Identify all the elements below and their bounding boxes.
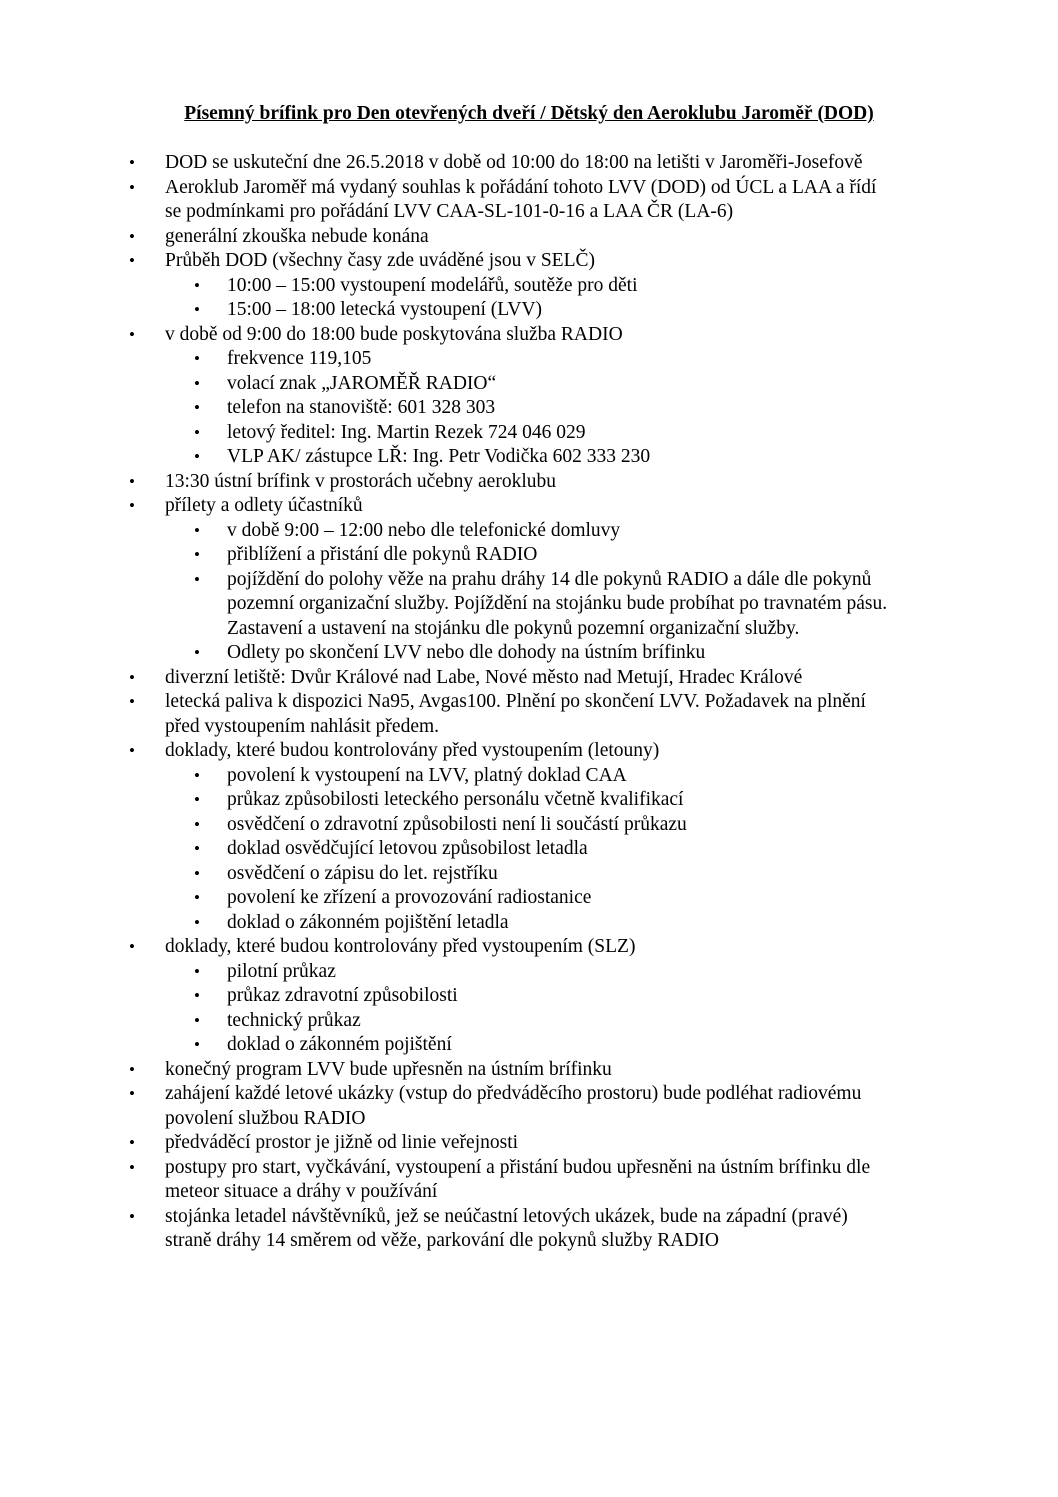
item-text: pilotní průkaz xyxy=(227,960,336,982)
list-item xyxy=(0,225,1058,250)
item-text: konečný program LVV bude upřesněn na ústním brífinku xyxy=(165,1058,612,1080)
bullet-icon: • xyxy=(194,912,200,932)
item-text: povolení ke zřízení a provozování radiostanice xyxy=(227,887,592,908)
list-item xyxy=(0,739,1058,764)
item-text: 10:00 – 15:00 vystoupení modelářů, soutěže pro děti xyxy=(227,274,638,296)
bullet-icon: • xyxy=(129,937,135,956)
sub-list-item xyxy=(0,788,1058,813)
item-text-line: postupy pro start, vyčkávání, vystoupení a přistání budou upřesněni na ústním brífinku dle xyxy=(165,1156,871,1178)
bullet-icon: • xyxy=(129,251,135,270)
bullet-icon: • xyxy=(194,373,200,393)
item-text: v době od 9:00 do 18:00 bude poskytována služba RADIO xyxy=(165,323,623,345)
item-text: průkaz způsobilosti leteckého personálu včetně kvalifikací xyxy=(227,789,684,810)
bullet-icon: • xyxy=(194,545,200,564)
list-item xyxy=(0,249,1058,274)
item-text: doklady, které budou kontrolovány před vystoupením (letouny) xyxy=(165,740,660,761)
list-item xyxy=(0,494,1058,519)
sub-list-item xyxy=(0,641,1058,666)
item-text: 13:30 ústní brífink v prostorách učebny aeroklubu xyxy=(165,470,556,492)
item-text: letový ředitel: Ing. Martin Rezek 724 046 029 xyxy=(227,421,586,443)
bullet-icon: • xyxy=(129,1084,135,1103)
list-item xyxy=(0,690,1058,739)
bullet-icon: • xyxy=(129,1133,135,1152)
bullet-icon: • xyxy=(129,324,135,344)
bullet-icon: • xyxy=(129,177,135,197)
item-text: diverzní letiště: Dvůr Králové nad Labe, Nové město nad Metují, Hradec Králové xyxy=(165,666,803,688)
item-text: frekvence 119,105 xyxy=(227,348,372,369)
item-text: předváděcí prostor je jižně od linie veřejnosti xyxy=(165,1132,519,1153)
list-item xyxy=(0,1058,1058,1083)
item-text: průkaz zdravotní způsobilosti xyxy=(227,985,458,1006)
item-text: doklady, které budou kontrolovány před vystoupením (SLZ) xyxy=(165,936,636,957)
list-item xyxy=(0,1082,1058,1131)
item-text-line: před vystoupením nahlásit předem. xyxy=(165,715,440,737)
item-text-line: meteor situace a dráhy v používání xyxy=(165,1181,438,1202)
sub-list-item xyxy=(0,543,1058,568)
sub-list-item xyxy=(0,984,1058,1009)
bullet-icon: • xyxy=(194,814,200,834)
item-text-line: Aeroklub Jaroměř má vydaný souhlas k pořádání tohoto LVV (DOD) od ÚCL a LAA a řídí xyxy=(165,176,877,198)
sub-list-item xyxy=(0,421,1058,446)
sub-list-item xyxy=(0,1033,1058,1058)
sub-list-item xyxy=(0,519,1058,544)
bullet-icon: • xyxy=(194,863,200,883)
item-text: telefon na stanoviště: 601 328 303 xyxy=(227,397,496,418)
list-item xyxy=(0,935,1058,960)
sub-list-item xyxy=(0,1009,1058,1034)
item-text-line: stojánka letadel návštěvníků, jež se neúčastní letových ukázek, bude na západní (pravé) xyxy=(165,1205,848,1227)
item-text: VLP AK/ zástupce LŘ: Ing. Petr Vodička 602 333 230 xyxy=(227,446,651,467)
item-text: DOD se uskuteční dne 26.5.2018 v době od 10:00 do 18:00 na letišti v Jaroměři-Josefově xyxy=(165,152,863,173)
list-item xyxy=(0,1205,1058,1254)
sub-list-item xyxy=(0,568,1058,642)
list-item xyxy=(0,1156,1058,1205)
sub-list-item xyxy=(0,445,1058,470)
bullet-icon: • xyxy=(129,1157,135,1177)
sub-list-item xyxy=(0,396,1058,421)
sub-list-item xyxy=(0,960,1058,985)
bullet-icon: • xyxy=(194,422,200,442)
bullet-icon: • xyxy=(129,153,135,172)
item-text: přílety a odlety účastníků xyxy=(165,495,363,516)
item-text: volací znak „JAROMĚŘ RADIO“ xyxy=(227,372,497,394)
sub-list-item xyxy=(0,372,1058,397)
bullet-icon: • xyxy=(194,520,200,540)
sub-list-item xyxy=(0,837,1058,862)
bullet-icon: • xyxy=(129,471,135,491)
item-text: 15:00 – 18:00 letecká vystoupení (LVV) xyxy=(227,299,543,320)
bullet-icon: • xyxy=(129,226,135,246)
bullet-icon: • xyxy=(129,692,135,711)
sub-list-item xyxy=(0,911,1058,936)
list-item xyxy=(0,151,1058,176)
item-text: Průběh DOD (všechny časy zde uváděné jsou v SELČ) xyxy=(165,250,595,271)
bullet-icon: • xyxy=(129,667,135,687)
item-text-line: se podmínkami pro pořádání LVV CAA-SL-101-0-16 a LAA ČR (LA-6) xyxy=(165,201,734,222)
sub-list-item xyxy=(0,347,1058,372)
sub-list-item xyxy=(0,298,1058,323)
bullet-icon: • xyxy=(194,1035,200,1054)
sub-list-item xyxy=(0,764,1058,789)
bullet-icon: • xyxy=(194,986,200,1005)
bullet-icon: • xyxy=(194,839,200,858)
bullet-icon: • xyxy=(194,569,200,589)
item-text: přiblížení a přistání dle pokynů RADIO xyxy=(227,544,538,565)
list-item xyxy=(0,470,1058,495)
bullet-icon: • xyxy=(194,1010,200,1030)
bullet-icon: • xyxy=(194,888,200,907)
item-text: osvědčení o zápisu do let. rejstříku xyxy=(227,862,498,884)
item-text: osvědčení o zdravotní způsobilosti není li součástí průkazu xyxy=(227,813,687,835)
item-text: doklad osvědčující letovou způsobilost letadla xyxy=(227,838,588,859)
item-text: doklad o zákonném pojištění letadla xyxy=(227,911,509,933)
sub-list-item xyxy=(0,813,1058,838)
bullet-icon: • xyxy=(194,961,200,981)
bullet-icon: • xyxy=(129,1059,135,1079)
item-text: Odlety po skončení LVV nebo dle dohody na ústním brífinku xyxy=(227,642,706,663)
item-text: v době 9:00 – 12:00 nebo dle telefonické domluvy xyxy=(227,519,621,541)
item-text-line: pojíždění do polohy věže na prahu dráhy 14 dle pokynů RADIO a dále dle pokynů xyxy=(227,568,872,590)
bullet-icon: • xyxy=(194,643,200,662)
briefing-list xyxy=(0,151,1058,1254)
bullet-icon: • xyxy=(129,496,135,515)
item-text-line: Zastavení a ustavení na stojánku dle pokynů pozemní organizační služby. xyxy=(227,617,800,639)
bullet-icon: • xyxy=(194,790,200,809)
item-text: doklad o zákonném pojištění xyxy=(227,1034,452,1055)
item-text: technický průkaz xyxy=(227,1009,361,1031)
bullet-icon: • xyxy=(194,275,200,295)
bullet-icon: • xyxy=(129,1206,135,1226)
item-text: povolení k vystoupení na LVV, platný doklad CAA xyxy=(227,764,627,786)
sub-list-item xyxy=(0,862,1058,887)
list-item xyxy=(0,176,1058,225)
list-item xyxy=(0,323,1058,348)
item-text-line: zahájení každé letové ukázky (vstup do předváděcího prostoru) bude podléhat radiovému xyxy=(165,1083,862,1104)
bullet-icon: • xyxy=(194,398,200,417)
bullet-icon: • xyxy=(194,300,200,319)
sub-list-item xyxy=(0,274,1058,299)
bullet-icon: • xyxy=(194,447,200,466)
item-text-line: povolení službou RADIO xyxy=(165,1107,366,1129)
bullet-icon: • xyxy=(129,741,135,760)
document-title: Písemný brífink pro Den otevřených dveří / Dětský den Aeroklubu Jaroměř (DOD) xyxy=(184,103,874,124)
item-text: generální zkouška nebude konána xyxy=(165,225,429,247)
bullet-icon: • xyxy=(194,765,200,785)
item-text-line: pozemní organizační služby. Pojíždění na stojánku bude probíhat po travnatém pásu. xyxy=(227,593,888,614)
list-item xyxy=(0,666,1058,691)
item-text-line: straně dráhy 14 směrem od věže, parkování dle pokynů služby RADIO xyxy=(165,1230,719,1251)
list-item xyxy=(0,1131,1058,1156)
item-text-line: letecká paliva k dispozici Na95, Avgas100. Plnění po skončení LVV. Požadavek na plnění xyxy=(165,691,866,712)
bullet-icon: • xyxy=(194,349,200,368)
sub-list-item xyxy=(0,886,1058,911)
